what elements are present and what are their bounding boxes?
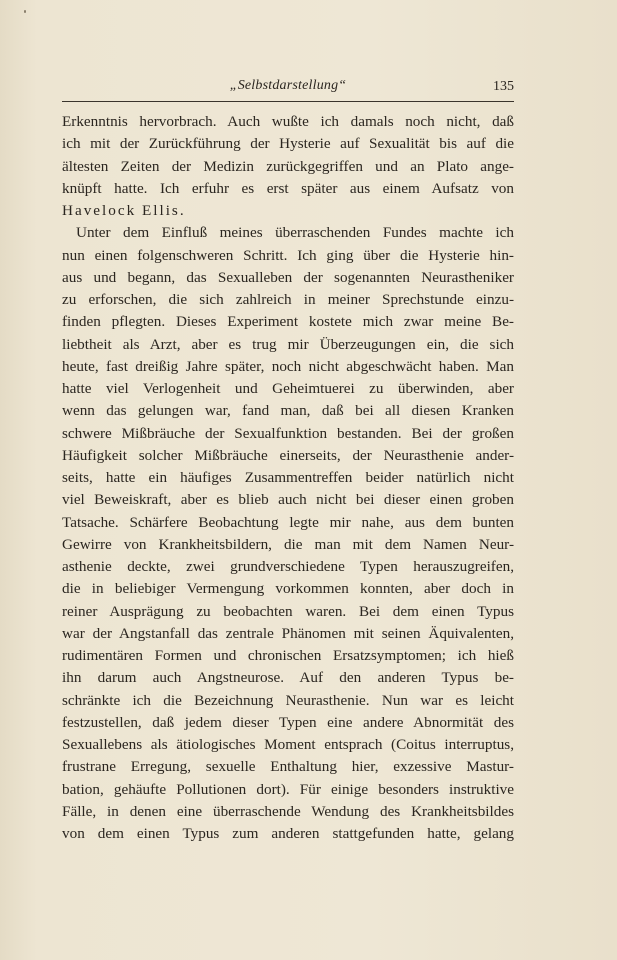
text-line: war der Angstanfall das zentrale Phänomen mit seinen Äquivalenten, <box>62 624 514 642</box>
text-line: reiner Ausprägung zu beobachten waren. Bei dem einen Typus <box>62 602 514 620</box>
header-rule <box>62 101 514 102</box>
text-line: heute, fast dreißig Jahre später, noch nicht abgeschwächt haben. Man <box>62 357 514 375</box>
text-line: rudimentären Formen und chronischen Ersatzsymptomen; ich hieß <box>62 647 514 664</box>
page-number: 135 <box>493 79 514 94</box>
text-line: Erkenntnis hervorbrach. Auch wußte ich damals noch nicht, daß <box>62 113 514 130</box>
text-line: Häufigkeit solcher Mißbräuche einerseits, der Neurasthenie ander- <box>62 446 514 464</box>
text-line: ihn darum auch Angstneurose. Auf den anderen Typus be- <box>62 669 514 687</box>
text-line: wenn das gelungen war, fand man, daß bei all diesen Kranken <box>62 402 514 420</box>
text-line: von dem einen Typus zum anderen stattgefunden hatte, gelang <box>62 825 514 842</box>
text-line: seits, hatte ein häufiges Zusammentreffen beider natürlich nicht <box>62 469 514 486</box>
text-line: zu erforschen, die sich zahlreich in meiner Sprechstunde einzu- <box>62 291 514 308</box>
text-line: knüpft hatte. Ich erfuhr es erst später aus einem Aufsatz von <box>62 179 514 197</box>
text-line: nun einen folgenschweren Schritt. Ich ging über die Hysterie hin- <box>62 246 514 264</box>
page-header <box>62 78 514 100</box>
text-line: Gewirre von Krankheitsbildern, die man mit dem Namen Neur- <box>62 535 514 553</box>
text-line: schränkte ich die Bezeichnung Neurasthenie. Nun war es leicht <box>62 691 514 709</box>
body-text <box>62 111 514 845</box>
text-line: hatte viel Verlogenheit und Geheimtuerei zu überwinden, aber <box>62 380 514 397</box>
text-line: Tatsache. Schärfere Beobachtung legte mir nahe, aus dem bunten <box>62 513 514 531</box>
text-line: ich mit der Zurückführung der Hysterie auf Sexualität bis auf die <box>62 135 514 153</box>
text-line: Sexuallebens als ätiologisches Moment entsprach (Coitus interruptus, <box>62 736 514 753</box>
text-line: schwere Mißbräuche der Sexualfunktion bestanden. Bei der großen <box>62 424 514 442</box>
paper-speck <box>24 10 26 13</box>
text-line: liebtheit als Arzt, aber es trug mir Überzeugungen ein, die sich <box>62 335 514 353</box>
text-line: ältesten Zeiten der Medizin zurückgegriffen und an Plato ange- <box>62 157 514 175</box>
text-line: bation, gehäufte Pollutionen dort). Für einige besonders instruktive <box>62 780 514 798</box>
text-line: asthenie deckte, zwei grundverschiedene Typen herauszugreifen, <box>62 558 514 575</box>
text-line: die in beliebiger Vermengung vorkommen konnten, aber doch in <box>62 580 514 598</box>
text-line: Havelock Ellis. <box>62 202 186 219</box>
text-line: frustrane Erregung, sexuelle Enthaltung hier, exzessive Mastur- <box>62 758 514 776</box>
text-line: aus und begann, das Sexualleben der sogenannten Neurastheniker <box>62 268 514 286</box>
text-line: viel Beweiskraft, aber es blieb auch nicht bei dieser einen groben <box>62 491 514 509</box>
text-line: finden pflegten. Dieses Experiment kostete mich zwar meine Be- <box>62 313 514 331</box>
text-line: Fälle, in denen eine überraschende Wendung des Krankheitsbildes <box>62 802 514 820</box>
text-line: Unter dem Einfluß meines überraschenden Fundes machte ich <box>76 224 514 242</box>
running-head: „Selbstdarstellung“ <box>229 78 347 93</box>
text-line: festzustellen, daß jedem dieser Typen eine andere Abnormität des <box>62 713 514 731</box>
